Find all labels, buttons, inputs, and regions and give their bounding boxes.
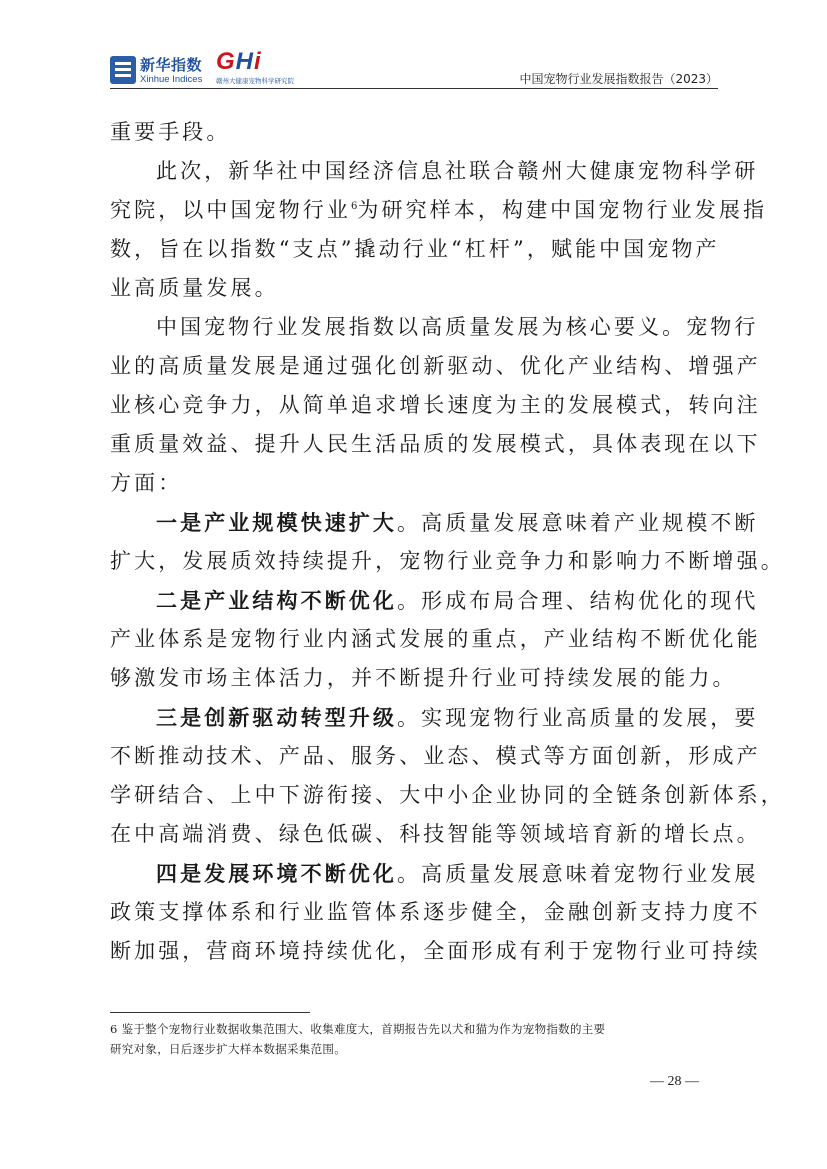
- text-line: 四是发展环境不断优化。高质量发展意味着宠物行业发展: [156, 861, 759, 886]
- text-line: 重要手段。: [110, 120, 231, 144]
- text-line: 究院，以中国宠物行业$^6$为研究样本，构建中国宠物行业发展指: [110, 198, 768, 222]
- xinhua-logo-en: Xinhue Indices: [140, 74, 203, 85]
- text-line: 业的高质量发展是通过强化创新驱动、优化产业结构、增强产: [110, 354, 761, 378]
- xinhua-logo-cn: 新华指数: [140, 56, 203, 74]
- text-line: 三是创新驱动转型升级。实现宠物行业高质量的发展，要: [156, 705, 759, 730]
- point-heading: 二是产业结构不断优化: [156, 588, 397, 613]
- ghi-logo-sub: 赣州大健康宠物科学研究院: [216, 77, 294, 85]
- text-line: 数，旨在以指数“支点”撬动行业“杠杆”，赋能中国宠物产: [110, 237, 720, 261]
- text-line: 够激发市场主体活力，并不断提升行业可持续发展的能力。: [110, 666, 737, 690]
- footnote-divider: [110, 1012, 310, 1013]
- page-header: [110, 50, 718, 90]
- footnote-line: 研究对象，日后逐步扩大样本数据采集范围。: [110, 1042, 346, 1056]
- text-line: 不断推动技术、产品、服务、业态、模式等方面创新，形成产: [110, 744, 761, 768]
- point-heading: 一是产业规模快速扩大: [156, 510, 397, 535]
- text-line: 此次，新华社中国经济信息社联合赣州大健康宠物科学研: [156, 159, 759, 183]
- body-text: [110, 113, 785, 971]
- ghi-logo-mark: GHi: [216, 48, 262, 75]
- text-line: 业核心竞争力，从简单追求增长速度为主的发展模式，转向注: [110, 393, 761, 417]
- text-line: 在中高端消费、绿色低碳、科技智能等领域培育新的增长点。: [110, 822, 761, 846]
- text-line: 重质量效益、提升人民生活品质的发展模式，具体表现在以下: [110, 432, 761, 456]
- text-line: 二是产业结构不断优化。形成布局合理、结构优化的现代: [156, 588, 759, 613]
- footnote-line: 6 鉴于整个宠物行业数据收集范围大、收集难度大，首期报告先以犬和猫为作为宠物指数的主要: [110, 1022, 606, 1036]
- text-line: 中国宠物行业发展指数以高质量发展为核心要义。宠物行: [156, 315, 759, 339]
- text-line: 方面：: [110, 471, 183, 495]
- text-line: 断加强，营商环境持续优化，全面形成有利于宠物行业可持续: [110, 939, 761, 963]
- text-line: 扩大，发展质效持续提升，宠物行业竞争力和影响力不断增强。: [110, 549, 785, 573]
- header-divider: [110, 88, 718, 89]
- text-line: 业高质量发展。: [110, 276, 279, 300]
- footnote-ref[interactable]: 6: [351, 201, 358, 212]
- text-line: 学研结合、上中下游衔接、大中小企业协同的全链条创新体系，: [110, 783, 785, 807]
- text-line: 政策支撑体系和行业监管体系逐步健全，金融创新支持力度不: [110, 900, 761, 924]
- point-heading: 三是创新驱动转型升级: [156, 705, 397, 730]
- text-line: 一是产业规模快速扩大。高质量发展意味着产业规模不断: [156, 510, 759, 535]
- ghi-logo: [216, 48, 316, 86]
- text-line: 产业体系是宠物行业内涵式发展的重点，产业结构不断优化能: [110, 627, 761, 651]
- point-heading: 四是发展环境不断优化: [156, 861, 397, 886]
- footnote: [110, 1019, 722, 1059]
- page-number: — 28 —: [650, 1074, 699, 1089]
- report-title: 中国宠物行业发展指数报告（2023）: [519, 72, 718, 86]
- xinhua-logo-icon: [110, 56, 136, 84]
- xinhua-indices-logo: [110, 56, 208, 86]
